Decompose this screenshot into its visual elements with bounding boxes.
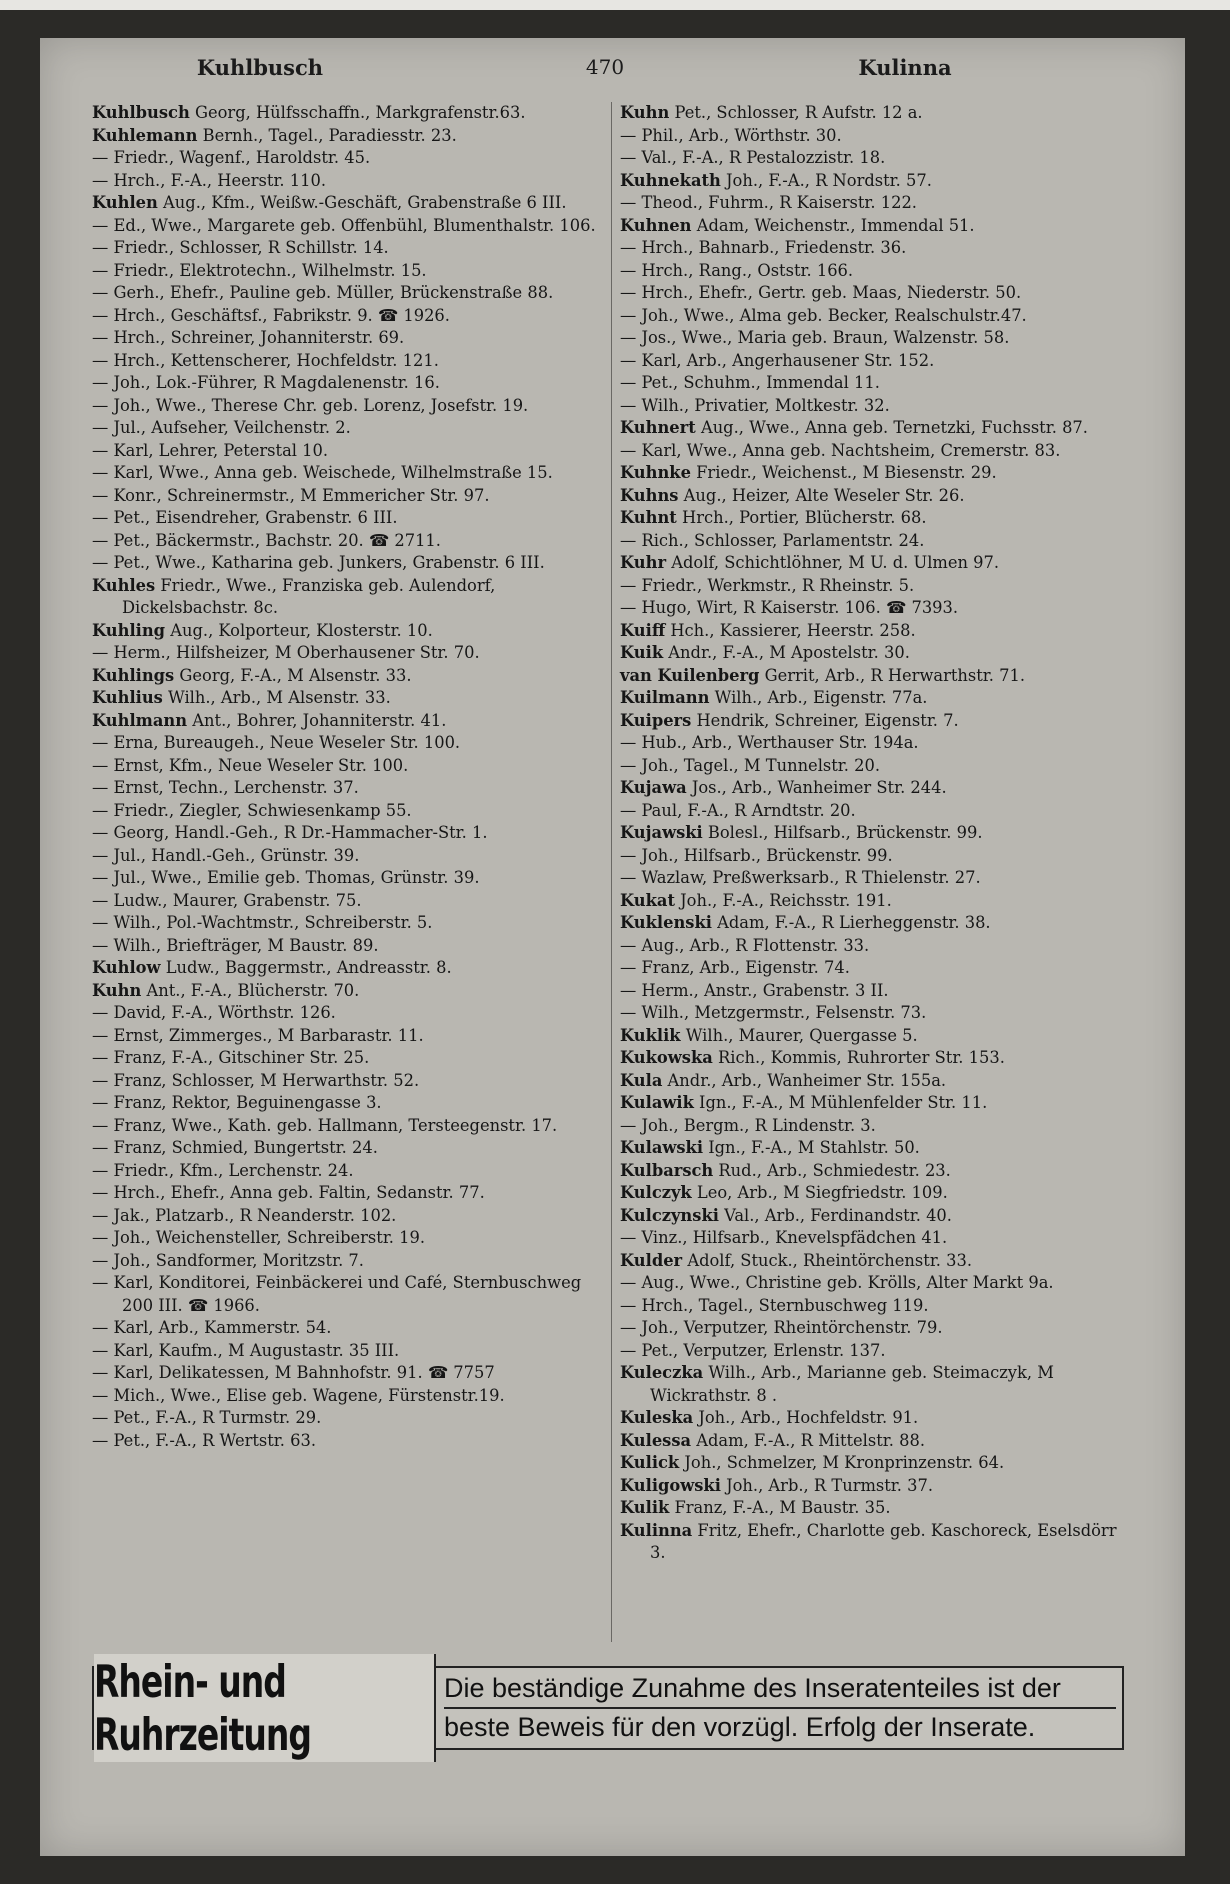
- entry-details: Wilh., Arb., M Alsenstr. 33.: [162, 688, 391, 707]
- entry-surname: Kuiff: [620, 620, 666, 640]
- directory-entry: [620, 732, 1125, 755]
- entry-details: — Hrch., Ehefr., Gertr. geb. Maas, Niederstr. 50.: [620, 283, 1022, 302]
- entry-surname: Kuklenski: [620, 913, 712, 932]
- directory-entry: [92, 935, 597, 958]
- entry-surname: Kukat: [620, 890, 675, 910]
- directory-entry: [620, 1407, 1125, 1430]
- entry-details: — Jos., Wwe., Maria geb. Braun, Walzenstr. 58.: [620, 328, 1010, 347]
- advertisement-box: [92, 1655, 1124, 1761]
- directory-entry: [92, 1025, 597, 1048]
- entry-surname: Kuipers: [620, 710, 692, 730]
- directory-entry: [92, 1272, 597, 1317]
- entry-details: — Friedr., Wagenf., Haroldstr. 45.: [92, 148, 371, 167]
- directory-entry: [92, 665, 597, 688]
- directory-entry: [620, 1497, 1125, 1520]
- entry-details: — Joh., Wwe., Alma geb. Becker, Realschulstr.47.: [620, 305, 1027, 325]
- entry-details: — Hrch., Ehefr., Anna geb. Faltin, Sedanstr. 77.: [92, 1183, 485, 1202]
- entry-details: — Jul., Handl.-Geh., Grünstr. 39.: [92, 845, 360, 865]
- directory-entry: [620, 867, 1125, 890]
- entry-surname: Kuhr: [620, 553, 667, 572]
- entry-details: — Karl, Kaufm., M Augustastr. 35 III.: [92, 1340, 400, 1360]
- directory-entry: [92, 237, 597, 260]
- entry-details: — Theod., Fuhrm., R Kaiserstr. 122.: [620, 193, 917, 212]
- entry-surname: Kuilmann: [620, 688, 710, 707]
- entry-details: — Karl, Arb., Kammerstr. 54.: [92, 1318, 332, 1337]
- entry-surname: Kuhlbusch: [92, 103, 190, 122]
- entry-surname: Kulinna: [620, 1520, 693, 1540]
- directory-entry: [620, 1205, 1125, 1228]
- directory-entry: [620, 237, 1125, 260]
- entry-details: Gerrit, Arb., R Herwarthstr. 71.: [759, 665, 1026, 685]
- directory-entry: [620, 305, 1125, 328]
- entry-details: — Jul., Aufseher, Veilchenstr. 2.: [92, 418, 351, 437]
- entry-details: — Aug., Arb., R Flottenstr. 33.: [620, 935, 870, 955]
- directory-entry: [92, 1182, 597, 1205]
- entry-surname: Kuklik: [620, 1025, 681, 1045]
- entry-details: — Joh., Bergm., R Lindenstr. 3.: [620, 1115, 876, 1135]
- entry-details: Fritz, Ehefr., Charlotte geb. Kaschoreck, Eselsdörr 3.: [650, 1520, 1117, 1562]
- entry-details: — Pet., Bäckermstr., Bachstr. 20. ☎ 2711.: [92, 530, 441, 550]
- directory-entry: [620, 1250, 1125, 1273]
- entry-surname: Kuhling: [92, 620, 166, 640]
- entry-details: — Wilh., Privatier, Moltkestr. 32.: [620, 395, 890, 415]
- entry-surname: Kulawski: [620, 1138, 704, 1157]
- entry-surname: Kuik: [620, 643, 664, 662]
- directory-entry: [620, 462, 1125, 485]
- directory-entry: [92, 890, 597, 913]
- entry-details: Jos., Arb., Wanheimer Str. 244.: [686, 778, 947, 797]
- directory-entry: [620, 507, 1125, 530]
- directory-entry: [620, 1340, 1125, 1363]
- directory-entry: [92, 1092, 597, 1115]
- directory-entry: [92, 912, 597, 935]
- directory-entry: [620, 170, 1125, 193]
- entry-details: Franz, F.-A., M Baustr. 35.: [669, 1498, 891, 1517]
- entry-surname: Kuhlemann: [92, 125, 198, 145]
- entry-details: — Hrch., Tagel., Sternbuschweg 119.: [620, 1295, 929, 1315]
- entry-details: — Franz, Wwe., Kath. geb. Hallmann, Tersteegenstr. 17.: [92, 1115, 558, 1135]
- entry-surname: Kulick: [620, 1453, 680, 1472]
- directory-entry: [92, 980, 597, 1003]
- directory-entry: [620, 395, 1125, 418]
- left-column: [92, 102, 597, 1452]
- newspaper-logo: Rhein- und Ruhrzeitung: [94, 1654, 436, 1762]
- entry-details: Hrch., Portier, Blücherstr. 68.: [676, 508, 927, 527]
- entry-details: — Aug., Wwe., Christine geb. Krölls, Alter Markt 9a.: [620, 1273, 1054, 1292]
- directory-entry: [620, 980, 1125, 1003]
- entry-details: — Ed., Wwe., Margarete geb. Offenbühl, Blumenthalstr. 106.: [92, 215, 596, 235]
- directory-entry: [92, 642, 597, 665]
- ad-line-1: Die beständige Zunahme des Inseratenteiles ist der: [444, 1670, 1116, 1709]
- entry-surname: Kula: [620, 1070, 663, 1090]
- entry-surname: Kuhnen: [620, 215, 692, 235]
- entry-details: — Gerh., Ehefr., Pauline geb. Müller, Brückenstraße 88.: [92, 283, 554, 302]
- entry-details: — David, F.-A., Wörthstr. 126.: [92, 1003, 336, 1022]
- entry-details: — Konr., Schreinermstr., M Emmericher Str. 97.: [92, 485, 490, 505]
- entry-details: Ign., F.-A., M Mühlenfelder Str. 11.: [693, 1093, 988, 1112]
- entry-details: Joh., F.-A., Reichsstr. 191.: [674, 890, 892, 910]
- directory-entry: [620, 260, 1125, 283]
- entry-details: — Wilh., Briefträger, M Baustr. 89.: [92, 935, 379, 955]
- entry-details: — Karl, Konditorei, Feinbäckerei und Café, Sternbuschweg 200 III. ☎ 1966.: [92, 1273, 582, 1315]
- entry-surname: Kujawa: [620, 778, 687, 797]
- header-left-keyword: Kuhlbusch: [196, 55, 324, 80]
- directory-entry: [620, 1002, 1125, 1025]
- directory-entry: [92, 485, 597, 508]
- entry-details: — Ludw., Maurer, Grabenstr. 75.: [92, 890, 362, 910]
- entry-surname: Kuleska: [620, 1408, 694, 1427]
- directory-entry: [620, 485, 1125, 508]
- entry-details: — Erna, Bureaugeh., Neue Weseler Str. 100.: [92, 733, 461, 752]
- directory-entry: [92, 350, 597, 373]
- directory-entry: [92, 102, 597, 125]
- directory-entry: [92, 125, 597, 148]
- entry-details: — Franz, F.-A., Gitschiner Str. 25.: [92, 1048, 370, 1067]
- directory-entry: [620, 1430, 1125, 1453]
- directory-entry: [620, 642, 1125, 665]
- directory-entry: [620, 912, 1125, 935]
- directory-entry: [620, 1070, 1125, 1093]
- directory-entry: [620, 890, 1125, 913]
- entry-surname: Kuhles: [92, 575, 156, 595]
- entry-details: — Ernst, Techn., Lerchenstr. 37.: [92, 778, 359, 797]
- entry-details: — Ernst, Zimmerges., M Barbarastr. 11.: [92, 1025, 424, 1045]
- advertisement-text: [444, 1670, 1116, 1746]
- directory-entry: [92, 395, 597, 418]
- entry-details: Andr., Arb., Wanheimer Str. 155a.: [662, 1070, 947, 1090]
- entry-surname: Kujawski: [620, 823, 703, 842]
- directory-entry: [92, 620, 597, 643]
- entry-details: Georg, Hülfsschaffn., Markgrafenstr.63.: [189, 103, 526, 122]
- entry-details: — Jul., Wwe., Emilie geb. Thomas, Grünstr. 39.: [92, 868, 480, 887]
- directory-entry: [620, 125, 1125, 148]
- directory-entry: [92, 777, 597, 800]
- entry-details: — Pet., F.-A., R Turmstr. 29.: [92, 1408, 322, 1427]
- entry-surname: Kulbarsch: [620, 1160, 714, 1180]
- directory-entry: [92, 192, 597, 215]
- directory-entry: [92, 170, 597, 193]
- entry-details: — Friedr., Schlosser, R Schillstr. 14.: [92, 238, 389, 257]
- entry-details: Adolf, Schichtlöhner, M U. d. Ulmen 97.: [666, 553, 1000, 572]
- directory-entry: [620, 1362, 1125, 1407]
- directory-entry: [620, 552, 1125, 575]
- directory-entry: [92, 1340, 597, 1363]
- entry-details: — Jak., Platzarb., R Neanderstr. 102.: [92, 1205, 397, 1225]
- directory-entry: [620, 192, 1125, 215]
- directory-entry: [620, 575, 1125, 598]
- entry-details: — Wilh., Metzgermstr., Felsenstr. 73.: [620, 1003, 927, 1022]
- entry-details: — Karl, Arb., Angerhausener Str. 152.: [620, 350, 935, 370]
- directory-entry: [620, 1317, 1125, 1340]
- directory-entry: [620, 215, 1125, 238]
- directory-entry: [620, 957, 1125, 980]
- entry-details: — Hrch., Kettenscherer, Hochfeldstr. 121.: [92, 350, 439, 370]
- entry-details: — Joh., Tagel., M Tunnelstr. 20.: [620, 755, 881, 775]
- entry-surname: Kuhns: [620, 485, 679, 505]
- directory-entry: [620, 372, 1125, 395]
- directory-entry: [620, 935, 1125, 958]
- entry-details: Andr., F.-A., M Apostelstr. 30.: [663, 643, 910, 662]
- directory-entry: [620, 710, 1125, 733]
- entry-surname: Kuhnt: [620, 508, 677, 527]
- directory-entry: [92, 372, 597, 395]
- entry-details: — Herm., Hilfsheizer, M Oberhausener Str. 70.: [92, 643, 480, 662]
- directory-entry: [620, 147, 1125, 170]
- entry-details: Hch., Kassierer, Heerstr. 258.: [665, 620, 916, 640]
- entry-details: Georg, F.-A., M Alsenstr. 33.: [174, 665, 412, 685]
- entry-details: Ludw., Baggermstr., Andreasstr. 8.: [160, 958, 452, 977]
- directory-entry: [92, 755, 597, 778]
- directory-entry: [92, 215, 597, 238]
- entry-details: — Karl, Delikatessen, M Bahnhofstr. 91. ☎ 7757: [92, 1363, 495, 1382]
- entry-details: Hendrik, Schreiner, Eigenstr. 7.: [691, 710, 959, 730]
- entry-details: — Friedr., Elektrotechn., Wilhelmstr. 15.: [92, 260, 427, 280]
- entry-details: — Hrch., Geschäftsf., Fabrikstr. 9. ☎ 1926.: [92, 305, 450, 325]
- right-column: [620, 102, 1125, 1565]
- column-divider: [611, 102, 612, 1642]
- entry-details: Aug., Kfm., Weißw.-Geschäft, Grabenstraße 6 III.: [157, 193, 567, 212]
- directory-entry: [620, 102, 1125, 125]
- entry-details: Bolesl., Hilfsarb., Brückenstr. 99.: [702, 823, 983, 842]
- entry-surname: Kuhn: [620, 103, 670, 122]
- entry-details: — Joh., Hilfsarb., Brückenstr. 99.: [620, 845, 893, 865]
- entry-details: — Joh., Sandformer, Moritzstr. 7.: [92, 1250, 364, 1270]
- entry-details: — Karl, Wwe., Anna geb. Weischede, Wilhelmstraße 15.: [92, 463, 553, 482]
- entry-details: — Pet., Verputzer, Erlenstr. 137.: [620, 1340, 886, 1360]
- entry-details: — Karl, Lehrer, Peterstal 10.: [92, 440, 329, 460]
- directory-entry: [92, 1250, 597, 1273]
- directory-entry: [92, 1002, 597, 1025]
- entry-details: Rich., Kommis, Ruhrorter Str. 153.: [712, 1048, 1005, 1067]
- directory-entry: [92, 507, 597, 530]
- directory-entry: [620, 440, 1125, 463]
- entry-details: — Friedr., Kfm., Lerchenstr. 24.: [92, 1160, 354, 1180]
- entry-details: — Hugo, Wirt, R Kaiserstr. 106. ☎ 7393.: [620, 598, 959, 617]
- entry-details: Wilh., Arb., Eigenstr. 77a.: [709, 688, 928, 707]
- directory-entry: [92, 845, 597, 868]
- directory-entry: [92, 710, 597, 733]
- entry-details: — Wilh., Pol.-Wachtmstr., Schreiberstr. 5.: [92, 913, 433, 932]
- entry-details: Leo, Arb., M Siegfriedstr. 109.: [691, 1183, 948, 1202]
- directory-entry: [92, 957, 597, 980]
- directory-entry: [92, 1070, 597, 1093]
- directory-entry: [92, 1047, 597, 1070]
- directory-entry: [620, 620, 1125, 643]
- directory-entry: [620, 665, 1125, 688]
- entry-details: — Franz, Arb., Eigenstr. 74.: [620, 958, 850, 977]
- entry-surname: Kuhlius: [92, 688, 163, 707]
- entry-surname: Kulik: [620, 1498, 670, 1517]
- directory-entry: [620, 597, 1125, 620]
- entry-surname: Kukowska: [620, 1048, 713, 1067]
- directory-entry: [620, 327, 1125, 350]
- entry-surname: Kuhn: [92, 980, 142, 1000]
- header-right-keyword: Kulinna: [858, 55, 952, 80]
- directory-entry: [92, 1362, 597, 1385]
- directory-entry: [620, 1025, 1125, 1048]
- entry-details: Joh., Schmelzer, M Kronprinzenstr. 64.: [679, 1453, 1005, 1472]
- entry-details: Ant., F.-A., Blücherstr. 70.: [141, 980, 360, 1000]
- entry-details: — Hub., Arb., Werthauser Str. 194a.: [620, 733, 919, 752]
- directory-entry: [620, 1452, 1125, 1475]
- directory-entry: [92, 1385, 597, 1408]
- directory-entry: [620, 1295, 1125, 1318]
- entry-details: — Joh., Verputzer, Rheintörchenstr. 79.: [620, 1318, 943, 1337]
- entry-surname: Kuhlings: [92, 665, 175, 685]
- directory-entry: [92, 462, 597, 485]
- entry-surname: Kulder: [620, 1250, 683, 1270]
- entry-details: Aug., Wwe., Anna geb. Ternetzki, Fuchsstr. 87.: [695, 418, 1088, 437]
- directory-entry: [92, 1227, 597, 1250]
- directory-entry: [92, 732, 597, 755]
- entry-details: — Phil., Arb., Wörthstr. 30.: [620, 125, 842, 145]
- top-edge: [0, 0, 1230, 10]
- entry-details: Wilh., Arb., Marianne geb. Steimaczyk, M Wickrathstr. 8 .: [650, 1363, 1054, 1405]
- directory-entry: [92, 1317, 597, 1340]
- directory-entry: [92, 440, 597, 463]
- entry-surname: Kuhlmann: [92, 710, 188, 730]
- directory-entry: [92, 417, 597, 440]
- entry-surname: Kulawik: [620, 1093, 694, 1112]
- entry-details: Adam, F.-A., R Mittelstr. 88.: [691, 1430, 926, 1450]
- directory-entry: [92, 1115, 597, 1138]
- entry-details: Friedr., Wwe., Franziska geb. Aulendorf, Dickelsbachstr. 8c.: [122, 575, 496, 617]
- entry-surname: Kulessa: [620, 1430, 692, 1450]
- directory-entry: [620, 1520, 1125, 1565]
- entry-details: — Karl, Wwe., Anna geb. Nachtsheim, Cremerstr. 83.: [620, 440, 1061, 460]
- entry-surname: Kulczyk: [620, 1183, 692, 1202]
- entry-details: — Joh., Wwe., Therese Chr. geb. Lorenz, Josefstr. 19.: [92, 395, 529, 415]
- entry-surname: Kulczynski: [620, 1205, 719, 1225]
- directory-entry: [92, 552, 597, 575]
- entry-details: — Pet., Wwe., Katharina geb. Junkers, Grabenstr. 6 III.: [92, 553, 545, 572]
- entry-surname: Kuhnke: [620, 463, 691, 482]
- directory-entry: [92, 305, 597, 328]
- directory-entry: [92, 1160, 597, 1183]
- directory-entry: [92, 1137, 597, 1160]
- entry-details: Wilh., Maurer, Quergasse 5.: [680, 1025, 918, 1045]
- entry-details: — Vinz., Hilfsarb., Knevelspfädchen 41.: [620, 1228, 948, 1247]
- entry-details: — Pet., Eisendreher, Grabenstr. 6 III.: [92, 508, 398, 527]
- entry-details: Ign., F.-A., M Stahlstr. 50.: [703, 1138, 920, 1157]
- entry-details: — Ernst, Kfm., Neue Weseler Str. 100.: [92, 755, 409, 775]
- directory-entry: [620, 350, 1125, 373]
- entry-details: Friedr., Weichenst., M Biesenstr. 29.: [690, 463, 997, 482]
- directory-entry: [620, 1115, 1125, 1138]
- entry-details: Joh., F.-A., R Nordstr. 57.: [720, 170, 932, 190]
- directory-entry: [92, 1430, 597, 1453]
- directory-entry: [620, 1137, 1125, 1160]
- directory-entry: [620, 800, 1125, 823]
- entry-surname: Kuhnert: [620, 418, 696, 437]
- directory-entry: [620, 845, 1125, 868]
- directory-entry: [92, 822, 597, 845]
- entry-details: — Hrch., Rang., Oststr. 166.: [620, 260, 854, 280]
- entry-details: Ant., Bohrer, Johanniterstr. 41.: [187, 710, 447, 730]
- entry-surname: Kuligowski: [620, 1475, 721, 1495]
- directory-entry: [620, 1092, 1125, 1115]
- directory-entry: [620, 417, 1125, 440]
- entry-details: — Rich., Schlosser, Parlamentstr. 24.: [620, 530, 925, 550]
- entry-details: Val., Arb., Ferdinandstr. 40.: [718, 1205, 952, 1225]
- directory-entry: [92, 1407, 597, 1430]
- entry-surname: Kuhlow: [92, 958, 161, 977]
- directory-entry: [92, 327, 597, 350]
- entry-details: — Franz, Rektor, Beguinengasse 3.: [92, 1093, 382, 1112]
- entry-details: — Georg, Handl.-Geh., R Dr.-Hammacher-Str. 1.: [92, 823, 488, 842]
- directory-entry: [92, 687, 597, 710]
- entry-details: — Franz, Schlosser, M Herwarthstr. 52.: [92, 1070, 420, 1090]
- entry-details: — Franz, Schmied, Bungertstr. 24.: [92, 1138, 378, 1157]
- directory-entry: [92, 867, 597, 890]
- entry-details: Rud., Arb., Schmiedestr. 23.: [713, 1160, 951, 1180]
- entry-details: — Mich., Wwe., Elise geb. Wagene, Fürstenstr.19.: [92, 1385, 505, 1405]
- entry-details: Adolf, Stuck., Rheintörchenstr. 33.: [682, 1250, 973, 1270]
- directory-entry: [620, 1047, 1125, 1070]
- directory-entry: [92, 1205, 597, 1228]
- directory-entry: [620, 822, 1125, 845]
- ad-line-2: beste Beweis für den vorzügl. Erfolg der Inserate.: [444, 1712, 1036, 1742]
- entry-details: — Paul, F.-A., R Arndtstr. 20.: [620, 800, 856, 820]
- directory-entry: [92, 530, 597, 553]
- entry-details: — Val., F.-A., R Pestalozzistr. 18.: [620, 148, 886, 167]
- directory-entry: [92, 282, 597, 305]
- directory-entry: [92, 575, 597, 620]
- directory-entry: [620, 1182, 1125, 1205]
- directory-entry: [92, 147, 597, 170]
- entry-details: — Hrch., Schreiner, Johanniterstr. 69.: [92, 328, 405, 347]
- entry-details: Adam, F.-A., R Lierheggenstr. 38.: [711, 913, 991, 932]
- entry-details: — Herm., Anstr., Grabenstr. 3 II.: [620, 980, 889, 1000]
- entry-details: Joh., Arb., R Turmstr. 37.: [720, 1475, 934, 1495]
- page-number: 470: [585, 55, 625, 79]
- directory-entry: [92, 800, 597, 823]
- directory-entry: [620, 1160, 1125, 1183]
- entry-details: — Pet., F.-A., R Wertstr. 63.: [92, 1430, 317, 1450]
- entry-details: — Friedr., Werkmstr., R Rheinstr. 5.: [620, 575, 915, 595]
- entry-details: — Hrch., Bahnarb., Friedenstr. 36.: [620, 238, 907, 257]
- entry-details: Aug., Heizer, Alte Weseler Str. 26.: [678, 485, 965, 505]
- entry-surname: Kuhnekath: [620, 170, 721, 190]
- entry-details: Adam, Weichenstr., Immendal 51.: [691, 215, 975, 235]
- entry-details: — Friedr., Ziegler, Schwiesenkamp 55.: [92, 800, 412, 820]
- directory-entry: [620, 1475, 1125, 1498]
- directory-entry: [620, 777, 1125, 800]
- directory-entry: [92, 260, 597, 283]
- entry-details: Bernh., Tagel., Paradiesstr. 23.: [197, 125, 457, 145]
- page-header: [90, 55, 1120, 83]
- entry-details: Joh., Arb., Hochfeldstr. 91.: [693, 1408, 919, 1427]
- entry-details: — Joh., Weichensteller, Schreiberstr. 19.: [92, 1228, 426, 1247]
- entry-details: — Joh., Lok.-Führer, R Magdalenenstr. 16.: [92, 373, 440, 392]
- entry-details: — Wazlaw, Preßwerksarb., R Thielenstr. 27.: [620, 868, 981, 887]
- entry-details: Aug., Kolporteur, Klosterstr. 10.: [165, 620, 433, 640]
- directory-entry: [620, 1272, 1125, 1295]
- entry-surname: Kuhlen: [92, 193, 158, 212]
- entry-surname: Kuleczka: [620, 1363, 704, 1382]
- directory-entry: [620, 282, 1125, 305]
- directory-entry: [620, 530, 1125, 553]
- entry-details: — Pet., Schuhm., Immendal 11.: [620, 373, 880, 392]
- entry-surname: van Kuilenberg: [620, 665, 760, 685]
- entry-details: — Hrch., F.-A., Heerstr. 110.: [92, 170, 327, 190]
- directory-entry: [620, 755, 1125, 778]
- directory-entry: [620, 1227, 1125, 1250]
- entry-details: Pet., Schlosser, R Aufstr. 12 a.: [669, 103, 923, 122]
- directory-entry: [620, 687, 1125, 710]
